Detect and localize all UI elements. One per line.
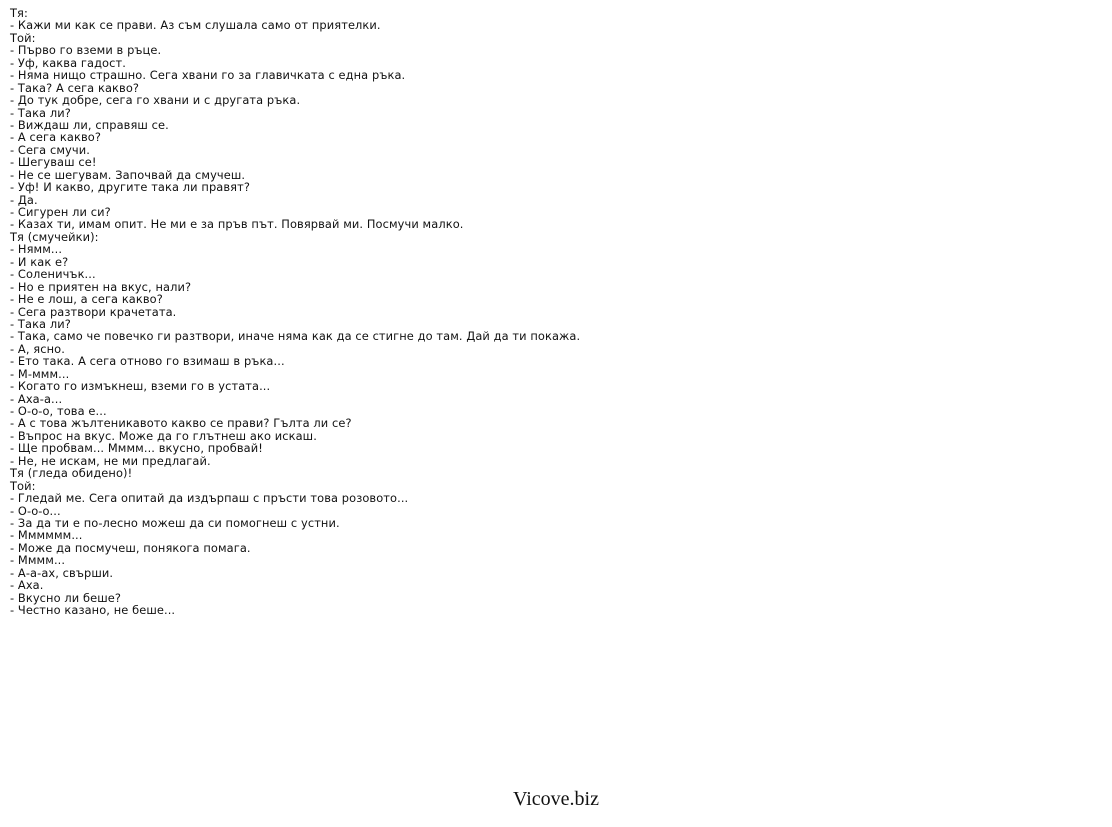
joke-line: - Нямм... xyxy=(10,242,63,257)
joke-line: - О-о-о, това е... xyxy=(10,404,107,418)
joke-line: - Ето така. А сега отново го взимаш в ръка... xyxy=(10,354,285,369)
joke-line: Той: xyxy=(10,478,36,493)
joke-line: - За да ти е по-лесно можеш да си помогнеш с устни. xyxy=(10,515,340,530)
joke-line: - Сега разтвори крачетата. xyxy=(10,304,177,319)
joke-line: - До тук добре, сега го хвани и с другата ръка. xyxy=(10,93,301,108)
joke-line: - Не, не искам, не ми предлагай. xyxy=(10,453,211,468)
joke-line: - Честно казано, не беше... xyxy=(10,603,176,617)
joke-line: Той: xyxy=(10,30,36,45)
joke-line: Тя: xyxy=(10,6,28,20)
joke-line: - Така ли? xyxy=(10,105,71,120)
joke-line: - Соленичък... xyxy=(10,267,96,282)
joke-line: - Виждаш ли, справяш се. xyxy=(10,117,169,132)
joke-line: - Ще пробвам... Мммм... вкусно, пробвай! xyxy=(10,441,263,456)
joke-line: Тя (смучейки): xyxy=(10,229,99,244)
joke-line: - Така ли? xyxy=(10,316,71,331)
joke-line: - Гледай ме. Сега опитай да издърпаш с пръсти това розовото... xyxy=(10,491,409,506)
joke-line: - И как е? xyxy=(10,254,69,269)
joke-line: - Когато го измъкнеш, вземи го в устата... xyxy=(10,379,271,394)
joke-line: - Кажи ми как се прави. Аз съм слушала само от приятелки. xyxy=(10,18,381,33)
site-brand: Vicove.biz xyxy=(513,788,599,810)
joke-line: - А с това жълтеникавото какво се прави? Гълта ли се? xyxy=(10,416,352,431)
joke-line: - Казах ти, имам опит. Не ми е за пръв път. Повярвай ми. Посмучи малко. xyxy=(10,217,464,232)
joke-line: - Уф! И какво, другите така ли правят? xyxy=(10,180,251,195)
joke-line: - Не е лош, а сега какво? xyxy=(10,292,163,307)
joke-line: - Не се шегувам. Започвай да смучеш. xyxy=(10,167,246,182)
joke-line: - Въпрос на вкус. Може да го глътнеш ако искаш. xyxy=(10,428,317,443)
joke-line: - Вкусно ли беше? xyxy=(10,590,121,605)
joke-line: - Аха. xyxy=(10,578,44,593)
joke-line: - Така? А сега какво? xyxy=(10,80,140,95)
joke-line: - Аха-а... xyxy=(10,391,63,406)
joke-line: - Мммм... xyxy=(10,553,66,568)
joke-line: - А-а-ах, свърши. xyxy=(10,565,114,580)
joke-line: - М-ммм... xyxy=(10,366,70,381)
joke-line: - Може да посмучеш, понякога помага. xyxy=(10,540,251,555)
joke-line: - Сега смучи. xyxy=(10,142,90,157)
joke-line: - Няма нищо страшно. Сега хвани го за главичката с една ръка. xyxy=(10,68,406,83)
joke-line: Тя (гледа обидено)! xyxy=(10,466,133,481)
joke-line: - Но е приятен на вкус, нали? xyxy=(10,279,192,294)
joke-line: - Шегуваш се! xyxy=(10,155,97,170)
joke-text xyxy=(10,7,1100,616)
joke-line: - Сигурен ли си? xyxy=(10,205,111,219)
joke-line: - Мммммм... xyxy=(10,528,83,543)
joke-line: - Да. xyxy=(10,192,38,207)
joke-line: - А сега какво? xyxy=(10,130,101,145)
joke-line: - Уф, каква гадост. xyxy=(10,55,126,70)
joke-line: - О-о-о... xyxy=(10,503,61,518)
joke-line: - А, ясно. xyxy=(10,341,65,356)
joke-line: - Първо го вземи в ръце. xyxy=(10,43,162,58)
joke-line: - Така, само че повечко ги разтвори, иначе няма как да се стигне до там. Дай да ти покажа. xyxy=(10,329,581,344)
